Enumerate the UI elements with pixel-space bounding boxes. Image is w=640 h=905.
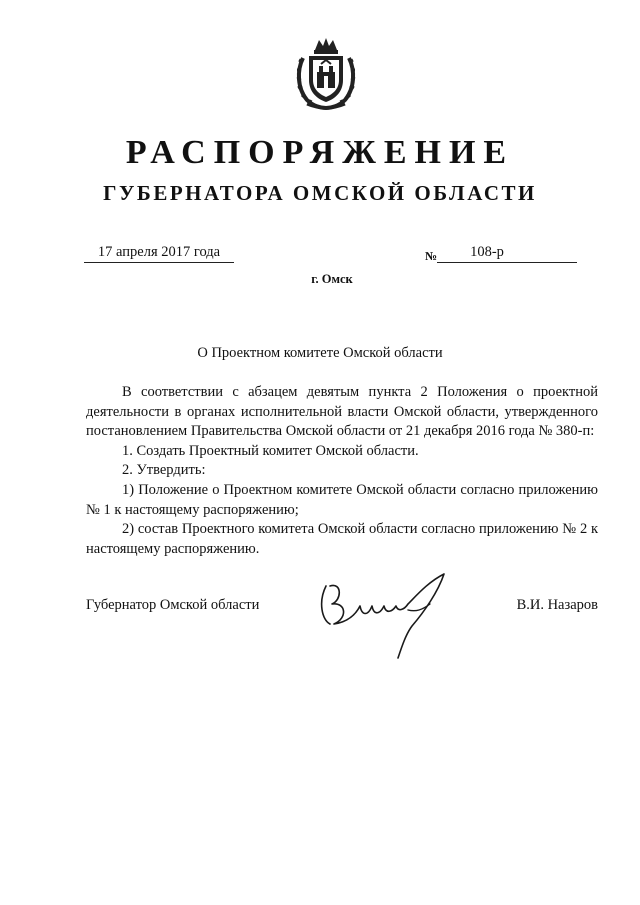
handwritten-signature [312,572,462,662]
document-body [86,383,598,559]
document-title: РАСПОРЯЖЕНИЕ [125,134,515,171]
document-subject: О Проектном комитете Омской области [197,345,443,361]
signatory-name: В.И. Назаров [516,597,598,613]
document-subtitle: ГУБЕРНАТОРА ОМСКОЙ ОБЛАСТИ [103,181,537,205]
document-number: 108-р [437,244,577,263]
document-city: г. Омск [311,272,353,286]
document-date: 17 апреля 2017 года [84,244,234,263]
body-item-2-1: 1) Положение о Проектном комитете Омской области согласно приложению № 1 к настоящему распоряжению; [86,481,598,518]
signatory-role: Губернатор Омской области [86,597,260,613]
coat-of-arms-icon [295,36,357,112]
body-intro: В соответствии с абзацем девятым пункта 2 Положения о проектной деятельности в органах исполнительной власти Омской области, утвержденного постановлением Правительства Омской области от 21 декабря 2016 года № 380-п: [86,384,598,440]
body-item-1: 1. Создать Проектный комитет Омской области. [122,442,419,459]
number-label: № [425,249,438,263]
body-item-2: 2. Утвердить: [122,462,206,479]
body-item-2-2: 2) состав Проектного комитета Омской области согласно приложению № 2 к настоящему распоряжению. [86,521,598,557]
